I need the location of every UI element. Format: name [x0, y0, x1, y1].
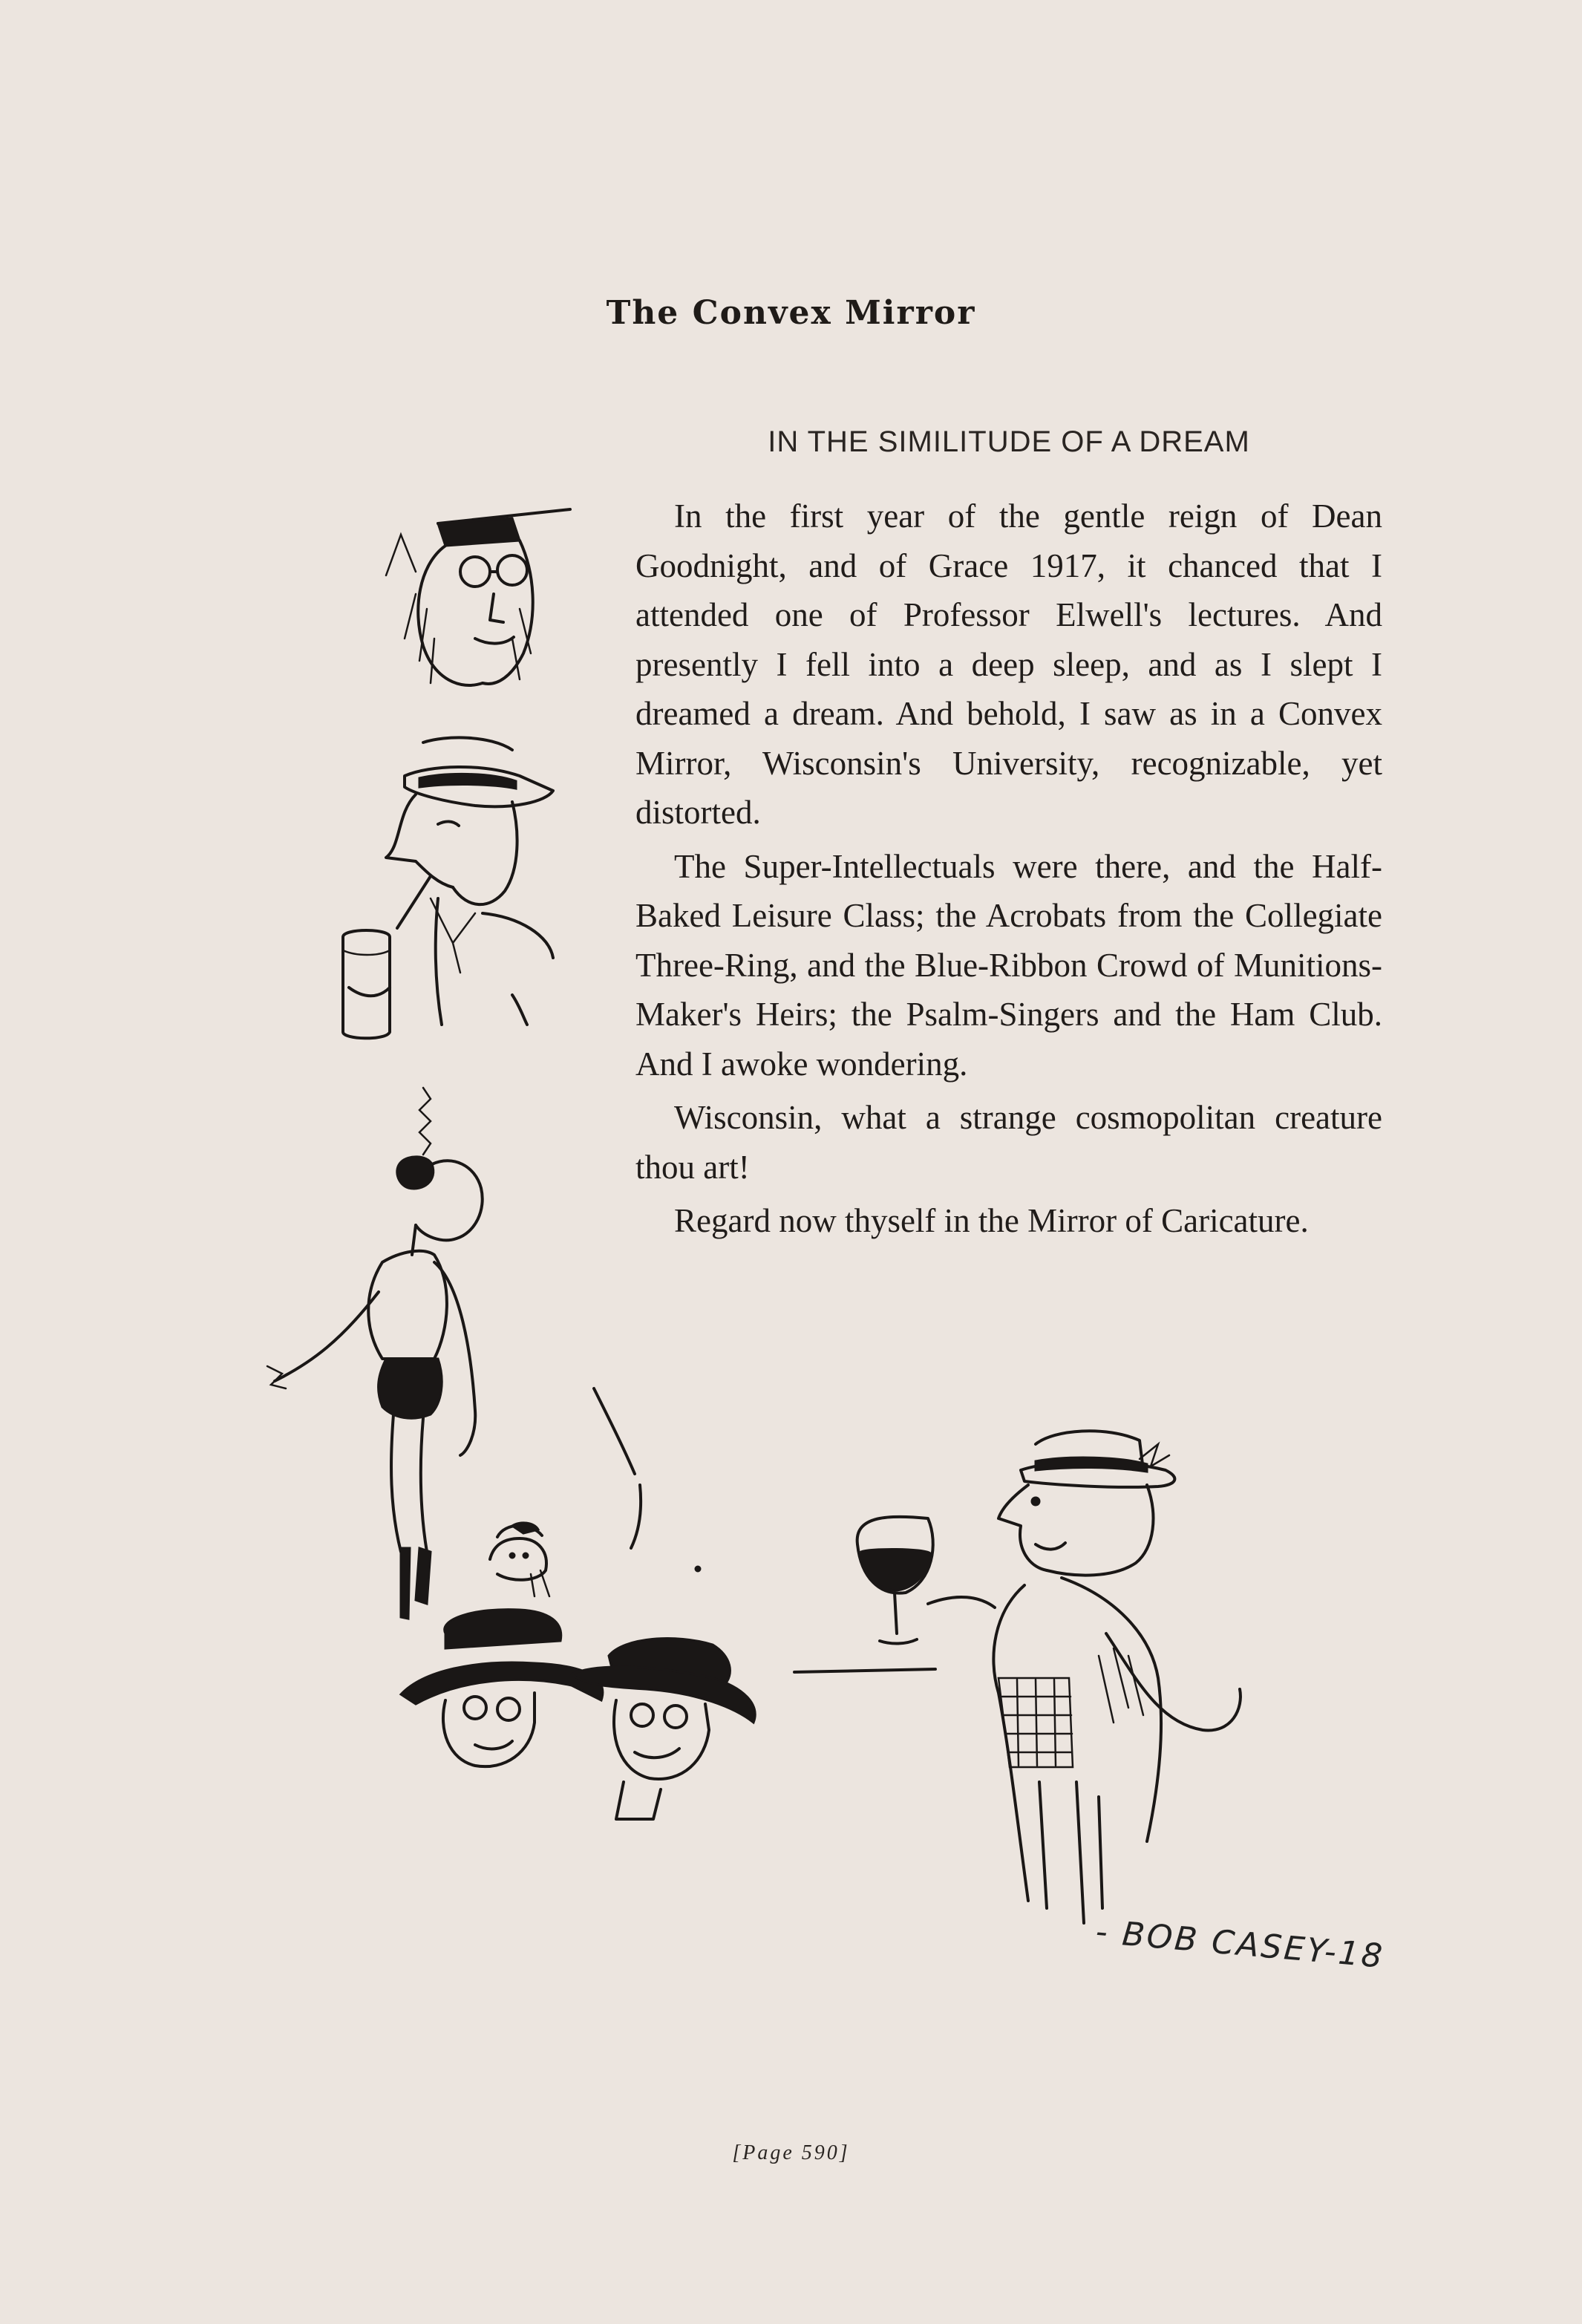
- artist-signature: - BOB CASEY-18: [1094, 1913, 1386, 1976]
- paragraph: Regard now thyself in the Mirror of Caricature.: [674, 1202, 1309, 1239]
- wine-glass-gentleman: [794, 1431, 1241, 1923]
- small-head-caricature: [490, 1523, 549, 1596]
- acrobat: [267, 1088, 483, 1619]
- professor-caricature: [386, 509, 570, 685]
- straw-hat-drinker: [343, 737, 553, 1038]
- psalm-singers: [401, 1610, 755, 1819]
- page-number: [Page 590]: [732, 2141, 850, 2164]
- page-header: The Convex Mirror: [606, 294, 976, 332]
- paragraph: Wisconsin, what a strange cosmopolitan creature thou art!: [635, 1099, 1382, 1186]
- paragraph: The Super-Intellectuals were there, and the Half-Baked Leisure Class; the Acrobats from the Collegiate Three-Ring, and the Blue-Ribbon Crowd of Munitions-Maker's Heirs; the Psalm-Singers and the Ham Club. And I awoke wondering.: [635, 847, 1382, 1083]
- paragraph: In the first year of the gentle reign of Dean Goodnight, and of Grace 1917, it chanced that I attended one of Professor Elwell's lectures. And presently I fell into a deep sleep, and as I slept I dreamed a dream. And behold, I saw as in a Convex Mirror, Wisconsin's University, recognizable, yet distorted.: [635, 497, 1382, 831]
- sketch-lines: [594, 1388, 700, 1571]
- article-title: IN THE SIMILITUDE OF A DREAM: [768, 425, 1250, 458]
